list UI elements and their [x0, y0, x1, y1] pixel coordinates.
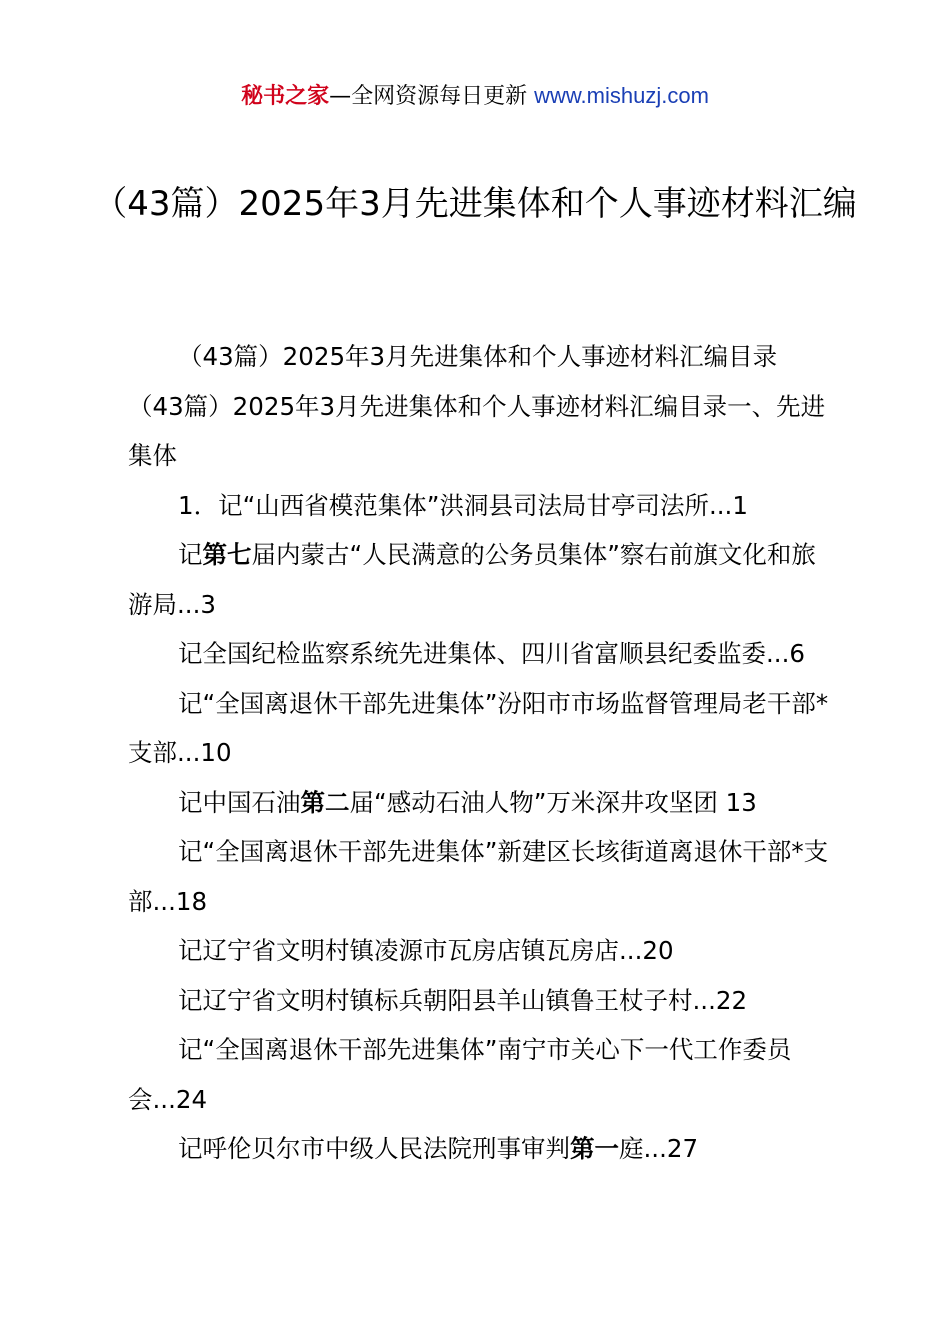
toc-item[interactable]: 记“全国离退休干部先进集体”新建区长垓街道离退休干部*支部...18: [128, 837, 829, 916]
toc-heading: （43篇）2025年3月先进集体和个人事迹材料汇编目录: [178, 342, 778, 371]
toc-item[interactable]: 1．记“山西省模范集体”洪洞县司法局甘亭司法所...1: [178, 490, 748, 520]
toc-item[interactable]: 记中国石油第二届“感动石油人物”万米深井攻坚团 13: [178, 787, 757, 817]
toc-item[interactable]: 记辽宁省文明村镇标兵朝阳县羊山镇鲁王杖子村...22: [178, 985, 748, 1015]
toc-item[interactable]: 记“全国离退休干部先进集体”南宁市关心下一代工作委员会...24: [128, 1035, 792, 1114]
brand-name: 秘书之家: [241, 84, 330, 109]
site-header: [0, 78, 950, 115]
toc-heading-section: （43篇）2025年3月先进集体和个人事迹材料汇编目录一、先进集体: [128, 391, 826, 470]
table-of-contents: [128, 332, 834, 1174]
document-title: （43篇）2025年3月先进集体和个人事迹材料汇编: [93, 184, 857, 224]
toc-item[interactable]: 记全国纪检监察系统先进集体、四川省富顺县纪委监委...6: [178, 639, 805, 668]
toc-item[interactable]: 记呼伦贝尔市中级人民法院刑事审判第一庭...27: [178, 1134, 699, 1163]
toc-item[interactable]: 记“全国离退休干部先进集体”汾阳市市场监督管理局老干部*支部...10: [128, 688, 829, 767]
site-url-link[interactable]: www.mishuzj.com: [534, 83, 709, 108]
header-tagline: —全网资源每日更新: [329, 84, 535, 109]
toc-item[interactable]: 记辽宁省文明村镇凌源市瓦房店镇瓦房店...20: [178, 936, 674, 965]
toc-item[interactable]: 记第七届内蒙古“人民满意的公务员集体”察右前旗文化和旅游局...3: [128, 540, 816, 619]
